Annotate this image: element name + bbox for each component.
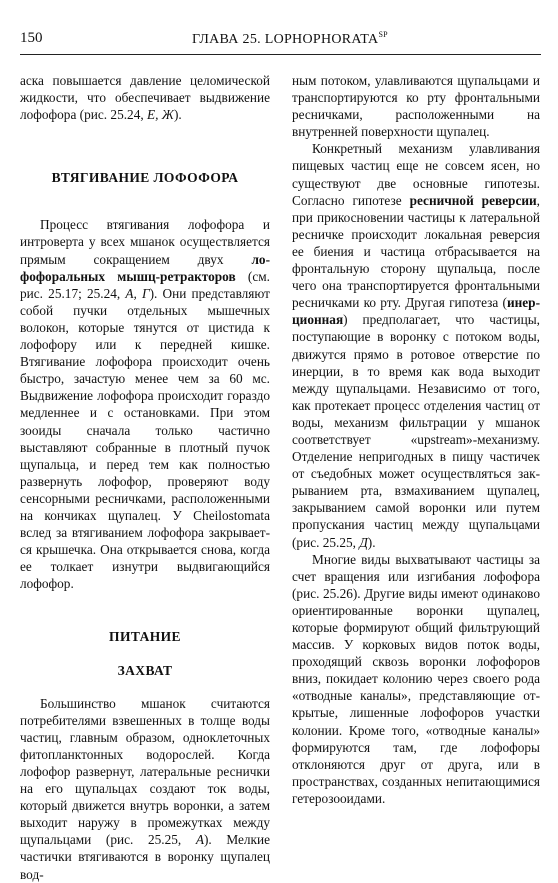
paragraph-feeding-modes (292, 551, 540, 807)
header-rule (20, 54, 541, 55)
page-header (20, 30, 540, 52)
text-run: ным потоком, улавливаются щупальцами и транспортируются ко рту фронтальными ресничками, расположенными на внутренней поверхности щупалец. (292, 73, 540, 140)
figure-panel-ref: Е, Ж (147, 107, 174, 123)
text-run: Конкретный механизм улавливания пищевых частиц еще не совсем ясен, но существуют две основные гипотезы. Согласно гипотезе (292, 141, 540, 208)
text-run: Большинство мшанок считаются потребителями взвешенных в толще воды частиц, главным образом, одноклеточных фитопланктонных водорослей. Когда лофофор развернут, латеральные реснички на его щупальцах создают ток воды, который движется внутрь воронки, а затем выходит наружу в промежутках между щупальцами (рис. 25.25, (20, 695, 270, 848)
text-run: ). (367, 534, 376, 550)
paragraph-filtering-mechanism (292, 140, 540, 550)
text-run: ). Они представляют собой пучки отдельных мышечных волокон, которые тянутся от цистида к лофофору или к передней кишке. Втягивание лофофора происходит очень быстро, зачастую менее чем за 60 мс. Выдвижение лофофора происходит гораздо медленнее и с остановками. При этом зооиды сначала только частично выставляют собранные в плотный пучок щупальца, и перед тем как полностью развернуть лофофор, проверяют воду сенсорными ресничками, расположенными на кончиках щупалец. У Cheilostomata вслед за втягиванием лофофора закрывается крышечка. Она открывается снова, когда ее толкает изнутри выдвигающийся лофофор. (20, 285, 270, 592)
paragraph-capture (20, 695, 270, 883)
text-run: ). Мелкие частички втягиваются в воронку щупалец вод- (20, 832, 270, 882)
text-run: ) предполагает, что частицы, поступающие в воронку с потоком воды, движутся прямо в ротовое отверстие по инерции, в то время как вода выходит между щупальцами. Независимо от того, как протекает процесс отделения частиц от воды, механизм фильтрации у мшанок соответствует «upstream»-механизму. Отделение непригодных в пищу частичек от съедобных может осуществляться закрыванием рта, взмахиванием щупалец, закрыванием самой воронки или путем пропускания частиц между щупальцами (рис. 25.25, (292, 312, 540, 550)
paragraph-continued (20, 72, 270, 123)
bold-term: лофофоральных мышц-ретракторов (20, 251, 270, 284)
running-title-superscript: SP (378, 30, 388, 39)
figure-panel-ref: Д (359, 534, 368, 550)
bold-term: инерционная (292, 295, 540, 328)
bold-term: ресничной реверсии (409, 192, 537, 208)
figure-panel-ref: А (195, 832, 204, 848)
paragraph-retraction (20, 216, 270, 592)
paragraph-continued-right (292, 72, 540, 140)
section-heading-feeding: ПИТАНИЕ (109, 629, 181, 645)
left-column (20, 72, 270, 883)
text-run: аска повышается давление целомической жидкости, что обеспечивает выдвижение лофофора (рис. 25.24, (20, 73, 270, 123)
running-title-text: ГЛАВА 25. LOPHOPHORATA (192, 32, 379, 47)
text-run: , при прикосновении частицы к латеральной ресничке происходит локальная реверсия ее биения и частица отбрасывается на фронтальную сторону щупальца, после чего она транспортируется фронтальными ресничками ко рту. Другая гипотеза ( (292, 192, 540, 311)
subsection-heading-capture: ЗАХВАТ (117, 662, 173, 678)
text-run: Многие виды выхватывают частицы за счет вращения или изгибания лофофора (рис. 25.26). Другие виды имеют одинаково ориентированные воронки щупалец, которые формируют общий фильтрующий массив. У корковых видов поток воды, проходящий сквозь воронки лофофоров вниз, покидает колонию через своего рода «отводные каналы», представляющие открытые, лишенные лофофоров участки колонии. Кроме того, «отводные каналы» формируются там, где лофофоры отклоняются друг от друга, или в пространствах, созданных непитающимися гетерозооидами. (292, 551, 540, 806)
figure-panel-ref: А, Г (125, 285, 150, 301)
right-column (292, 72, 540, 807)
text-run: ). (173, 107, 182, 123)
text-run: Процесс втягивания лофофора и интроверта у всех мшанок осуществляется прямым сокращением двух (20, 217, 270, 267)
page-number: 150 (20, 30, 43, 46)
section-heading-lophophore-retraction: ВТЯГИВАНИЕ ЛОФОФОРА (51, 170, 239, 186)
text-run: (см. рис. 25.17; 25.24, (20, 268, 270, 301)
running-title (192, 30, 388, 48)
